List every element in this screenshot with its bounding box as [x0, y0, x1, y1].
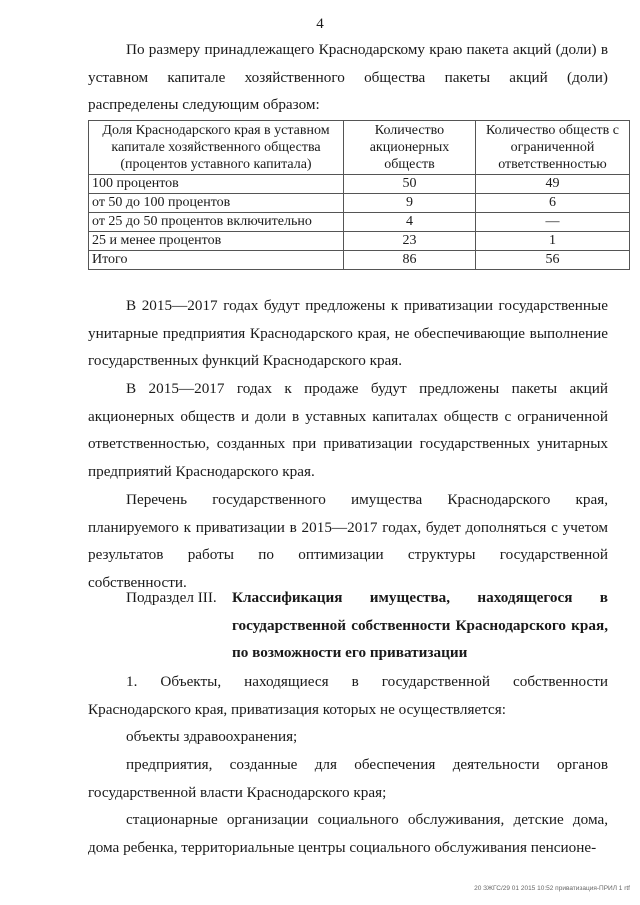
subsection-title: Классификация имущества, находящегося в государственной собственности Краснодарского края, по возможности его приватизации — [232, 589, 608, 662]
table-row — [89, 194, 630, 213]
page-number: 4 — [316, 16, 324, 32]
table-row-total — [89, 251, 630, 270]
table-header-joint-stock: Количество акционерных обществ — [344, 121, 476, 175]
table-header-llc: Количество обществ с ограниченной ответственностью — [476, 121, 630, 175]
table-cell: 23 — [344, 232, 476, 251]
table-cell: от 25 до 50 процентов включительно — [89, 213, 344, 232]
list-item: предприятия, созданные для обеспечения деятельности органов государственной власти Краснодарского края; — [88, 756, 608, 801]
list-item: 1. Объекты, находящиеся в государственной собственности Краснодарского края, приватизация которых не осуществляется: — [88, 673, 608, 718]
table-cell: 9 — [344, 194, 476, 213]
table-cell: 1 — [476, 232, 630, 251]
intro-paragraph: По размеру принадлежащего Краснодарскому краю пакета акций (доли) в уставном капитале хозяйственного общества пакеты акций (доли) распределены следующим образом: — [88, 41, 608, 114]
table-cell: 100 процентов — [89, 175, 344, 194]
table-cell: 6 — [476, 194, 630, 213]
shares-table — [88, 120, 630, 270]
paragraph-unitary-enterprises: В 2015—2017 годах будут предложены к приватизации государственные унитарные предприятия Краснодарского края, не обеспечивающие выполнение государственных функций Краснодарского края. — [88, 297, 608, 370]
table-cell: 49 — [476, 175, 630, 194]
table-cell: 25 и менее процентов — [89, 232, 344, 251]
file-stamp: 20 ЗЖГС/29 01 2015 10:52 приватизация-ПРИЛ 1 rtf — [474, 885, 630, 892]
table-cell: Итого — [89, 251, 344, 270]
subsection-label: Подраздел III. — [126, 589, 217, 606]
table-cell: 56 — [476, 251, 630, 270]
list-item: объекты здравоохранения; — [126, 728, 298, 745]
table-row — [89, 213, 630, 232]
table-row — [89, 175, 630, 194]
table-row — [89, 232, 630, 251]
paragraph-property-list: Перечень государственного имущества Краснодарского края, планируемого к приватизации в 2015—2017 годах, будет дополняться с учетом результатов работы по оптимизации структуры государственной собственности. — [88, 491, 608, 591]
table-cell: 4 — [344, 213, 476, 232]
list-item: стационарные организации социального обслуживания, детские дома, дома ребенка, территориальные центры социального обслуживания пенсионе- — [88, 811, 608, 856]
table-cell: — — [476, 213, 630, 232]
table-cell: от 50 до 100 процентов — [89, 194, 344, 213]
table-header-share: Доля Краснодарского края в уставном капитале хозяйственного общества (процентов уставного капитала) — [89, 121, 344, 175]
table-cell: 50 — [344, 175, 476, 194]
paragraph-shares-sale: В 2015—2017 годах к продаже будут предложены пакеты акций акционерных обществ и доли в уставных капиталах обществ с ограниченной ответственностью, созданных при приватизации государственных унитарных предприятий Краснодарского края. — [88, 380, 608, 480]
table-cell: 86 — [344, 251, 476, 270]
table-header-row — [89, 121, 630, 175]
